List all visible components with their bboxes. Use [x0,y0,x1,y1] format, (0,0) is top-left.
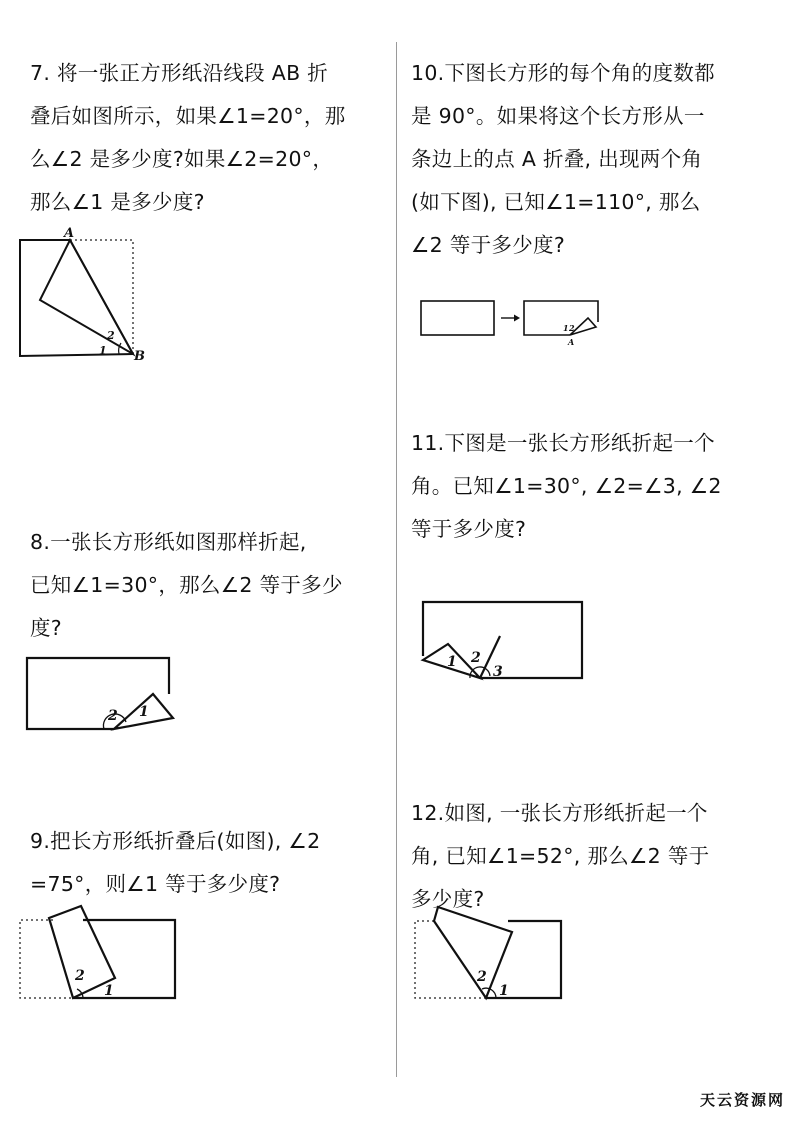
problem-7-line-3: 么∠2 是多少度?如果∠2=20°， [30,147,334,171]
label-angle-1: 1 [99,344,107,357]
problem-7-figure [15,225,145,365]
problem-9-line-2: =75°，则∠1 等于多少度? [30,872,281,896]
problem-10-line-5: ∠2 等于多少度? [411,233,566,257]
label-angle-1: 1 [563,323,569,333]
label-a: A [568,337,575,347]
problem-7-line-1: 7. 将一张正方形纸沿线段 AB 折 [30,61,329,85]
original-rectangle [421,301,494,335]
problem-11-line-3: 等于多少度? [411,517,527,541]
label-angle-2: 2 [75,968,85,984]
label-angle-2: 2 [107,329,115,342]
problem-8 [30,521,343,650]
fold-line-ab [70,240,133,354]
problem-12-line-3: 多少度? [411,887,485,911]
label-angle-3: 3 [493,664,503,680]
problem-10-figure [418,295,608,350]
label-angle-1: 1 [139,704,149,720]
problem-11-line-2: 角。已知∠1=30°, ∠2=∠3, ∠2 [411,474,722,498]
dashed-original-paper [415,921,486,998]
paper-outline [73,920,175,998]
label-angle-2: 2 [569,323,575,333]
label-angle-2: 2 [477,969,487,985]
label-a: A [64,226,75,241]
problem-11 [411,422,722,551]
problem-10-line-2: 是 90°。如果将这个长方形从一 [411,104,705,128]
label-angle-1: 1 [447,654,457,670]
folded-triangle [40,240,133,354]
label-b: B [134,349,145,364]
problem-9-figure [15,900,185,1005]
problem-9-line-1: 9.把长方形纸折叠后(如图), ∠2 [30,829,321,853]
label-angle-1: 1 [104,983,114,999]
problem-12-line-1: 12.如图, 一张长方形纸折起一个 [411,801,708,825]
problem-8-line-1: 8.一张长方形纸如图那样折起, [30,530,307,554]
problem-8-line-2: 已知∠1=30°，那么∠2 等于多少 [30,573,343,597]
problem-11-figure [418,598,588,688]
problem-7-line-4: 那么∠1 是多少度? [30,190,205,214]
problem-7-line-2: 叠后如图所示，如果∠1=20°，那 [30,104,346,128]
angle-arc [119,343,121,354]
column-divider [396,42,397,1077]
watermark-logo: 天云资源网 [699,1091,785,1109]
label-angle-2: 2 [471,650,481,666]
problem-9 [30,820,320,906]
folded-square-outline [20,240,133,356]
label-angle-1: 1 [499,983,509,999]
dashed-original-paper [20,920,73,998]
label-angle-2: 2 [108,708,118,724]
problem-12-figure [412,902,572,1007]
problem-11-line-1: 11.下图是一张长方形纸折起一个 [411,431,715,455]
problem-12-line-2: 角, 已知∠1=52°, 那么∠2 等于 [411,844,710,868]
arrow-icon [514,315,520,322]
problem-10-line-3: 条边上的点 A 折叠, 出现两个角 [411,147,703,171]
problem-8-figure [22,652,182,737]
problem-10-line-1: 10.下图长方形的每个角的度数都 [411,61,715,85]
paper-outline [486,921,561,998]
problem-10 [411,52,715,267]
problem-8-line-3: 度? [30,616,62,640]
problem-7 [30,52,346,224]
problem-10-line-4: (如下图), 已知∠1=110°, 那么 [411,190,701,214]
